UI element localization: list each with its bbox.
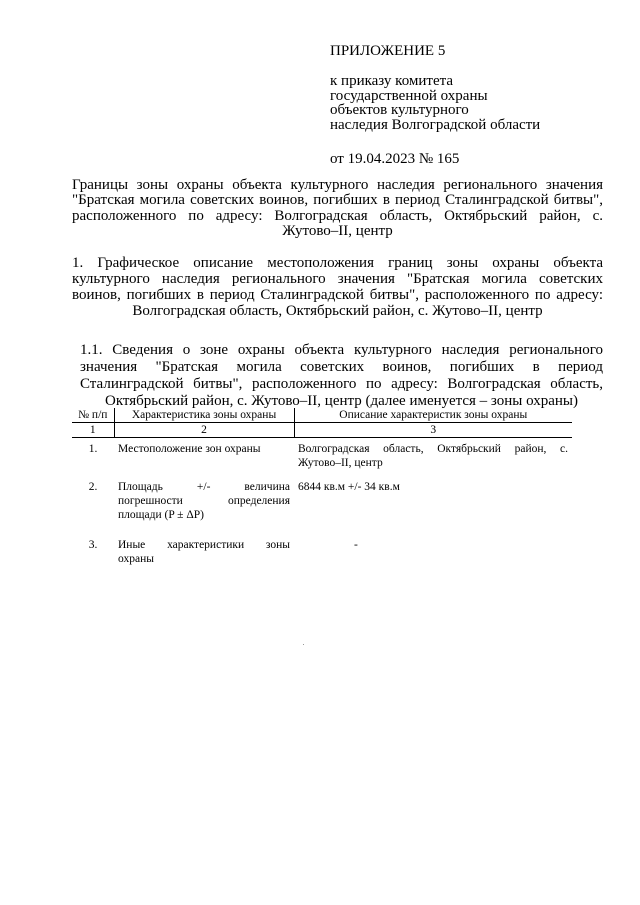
table-row [72,476,572,534]
row-characteristic: Площадь +/- величина погрешности определения площади (P ± ΔP) [118,481,290,521]
order-line: наследия Волгоградской области [330,116,541,133]
document-header [330,42,620,168]
header-characteristic: Характеристика зоны охраны [114,408,294,423]
order-line: государственной охраны [330,87,488,104]
row-characteristic: Иные характеристики зоны охраны [118,539,290,565]
row-num: 2. [88,481,98,493]
table-header-row [72,408,572,423]
scan-speck [303,644,304,645]
order-line: объектов культурного [330,102,469,118]
row-description: Волгоградская область, Октябрьский район, с. Жутово–II, центр [298,443,568,469]
order-date: от 19.04.2023 № 165 [330,151,460,167]
row-characteristic: Местоположение зон охраны [118,443,261,455]
document-title: Границы зоны охраны объекта культурного наследия регионального значения "Братская могила советских воинов, погибших в период Сталинградской битвы", расположенного по адресу: Волгоградская область, Октябрьский район, с. Жутово–II, центр [72,177,603,239]
row-description: - [354,539,358,551]
header-num: № п/п [72,408,114,423]
order-reference [330,74,620,132]
index-cell: 3 [294,423,572,438]
order-line: к приказу комитета [330,73,454,89]
index-cell: 1 [72,423,114,438]
index-cell: 2 [114,423,294,438]
section-1-1-heading: 1.1. Сведения о зоне охраны объекта культурного наследия регионального значения "Братская могила советских воинов, погибших в период Сталинградской битвы", расположенного по адресу: Волгоградская область, Октябрьский район, с. Жутово–II, центр (далее именуется – зоны охраны) [80,342,603,409]
header-description: Описание характеристик зоны охраны [294,408,572,423]
section-1-heading: 1. Графическое описание местоположения границ зоны охраны объекта культурного наследия регионального значения "Братская могила советских воинов, погибших в период Сталинградской битвы", расположенного по адресу: Волгоградская область, Октябрьский район, с. Жутово–II, центр [72,255,603,319]
row-num: 3. [88,539,98,551]
row-description: 6844 кв.м +/- 34 кв.м [298,481,400,493]
table-index-row [72,423,572,438]
table-row [72,438,572,477]
zone-characteristics-table [72,408,572,566]
annex-title: ПРИЛОЖЕНИЕ 5 [330,43,446,59]
row-num: 1. [88,443,98,455]
table-row [72,534,572,566]
